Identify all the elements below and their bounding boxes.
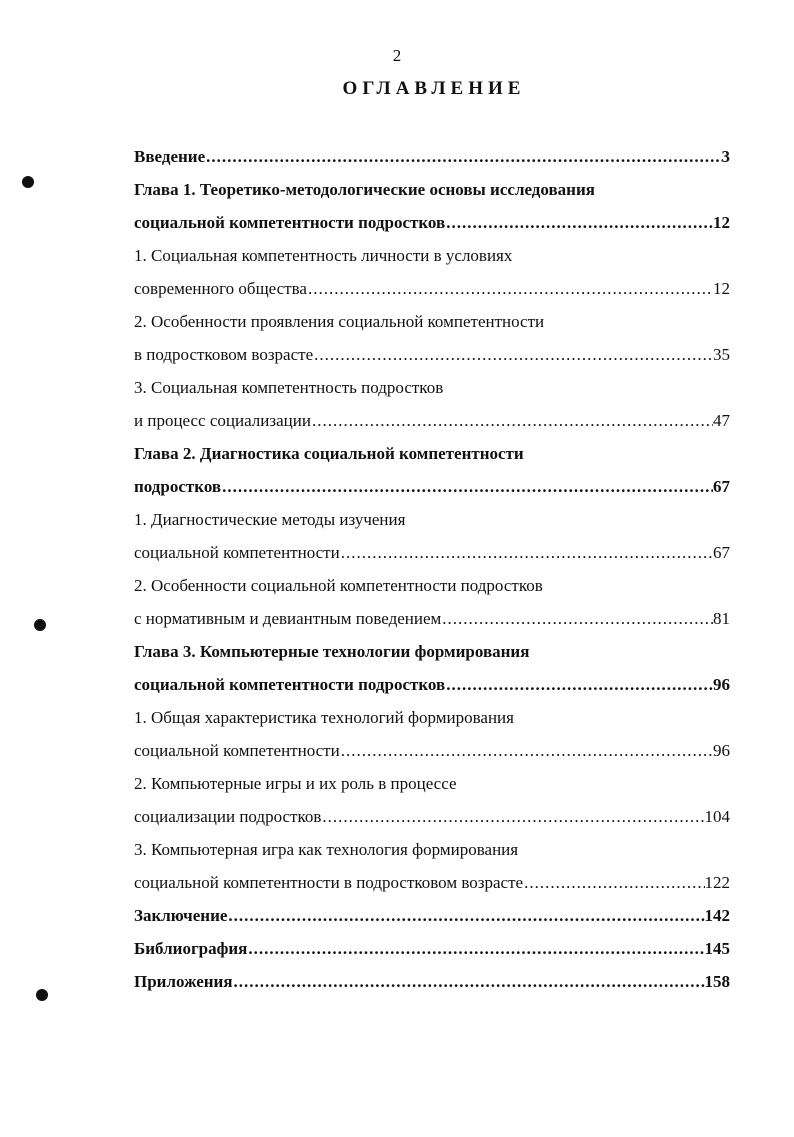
dot-leader [340, 738, 713, 764]
toc-line [134, 408, 730, 441]
toc-entry [134, 375, 730, 441]
dot-leader [441, 606, 713, 632]
dot-leader [311, 408, 713, 434]
binder-hole-mark [22, 176, 34, 188]
toc-line [134, 936, 730, 969]
toc-entry-title: Глава 1. Теоретико-методологические основы исследования [134, 180, 595, 199]
toc-entry [134, 243, 730, 309]
toc-page-number: 47 [713, 411, 730, 430]
toc-line [134, 276, 730, 309]
toc-page-number: 122 [704, 873, 730, 892]
toc-line [134, 342, 730, 375]
toc-line [134, 771, 730, 804]
toc-page-number: 81 [713, 609, 730, 628]
toc-page-number: 96 [713, 675, 730, 694]
dot-leader [445, 672, 713, 698]
toc-line [134, 309, 730, 342]
dot-leader [205, 144, 721, 170]
toc-entry-title: и процесс социализации [134, 411, 311, 430]
toc-entry [134, 936, 730, 969]
toc-entry [134, 144, 730, 177]
toc-entry [134, 309, 730, 375]
toc-page-number: 12 [713, 279, 730, 298]
toc-entry-title: Введение [134, 147, 206, 166]
toc-line [134, 144, 730, 177]
toc-entry-title: Приложения [134, 972, 233, 991]
dot-leader [445, 210, 713, 236]
toc-line [134, 870, 730, 903]
toc-line [134, 540, 730, 573]
toc-entry-title: подростков [134, 477, 222, 496]
toc-line [134, 903, 730, 936]
toc-entry [134, 177, 730, 243]
toc-entry-title: современного общества [134, 279, 307, 298]
dot-leader [313, 342, 713, 368]
toc-entry [134, 639, 730, 705]
toc-entry [134, 507, 730, 573]
toc-entry-title: социальной компетентности в подростковом возрасте [134, 873, 524, 892]
dot-leader [221, 474, 713, 500]
toc-entry-title: 1. Социальная компетентность личности в условиях [134, 246, 513, 265]
toc-line [134, 606, 730, 639]
toc-page-number: 145 [704, 939, 730, 958]
toc-line [134, 804, 730, 837]
toc-entry-title: социальной компетентности [134, 741, 340, 760]
toc-entry-title: 2. Особенности проявления социальной компетентности [134, 312, 545, 331]
page-number: 2 [392, 46, 402, 65]
toc-entry-title: социальной компетентности подростков [134, 675, 446, 694]
toc-page-number: 158 [704, 972, 730, 991]
toc-line [134, 705, 730, 738]
toc-entry-title: в подростковом возрасте [134, 345, 314, 364]
toc-page-number: 104 [704, 807, 730, 826]
toc-page-number: 142 [704, 906, 730, 925]
toc-entry-title: 3. Социальная компетентность подростков [134, 378, 444, 397]
toc-entry-title: Заключение [134, 906, 228, 925]
binder-hole-mark [36, 989, 48, 1001]
toc-entry-title: Глава 2. Диагностика социальной компетентности [134, 444, 524, 463]
toc-line [134, 474, 730, 507]
toc-line [134, 969, 730, 1002]
toc-line [134, 573, 730, 606]
toc-line [134, 243, 730, 276]
toc-entry-title: 1. Общая характеристика технологий формирования [134, 708, 514, 727]
toc-entry-title: социализации подростков [134, 807, 322, 826]
toc-entry-title: 1. Диагностические методы изучения [134, 510, 406, 529]
table-of-contents [134, 144, 730, 1002]
toc-page-number: 67 [713, 543, 730, 562]
dot-leader [247, 936, 704, 962]
toc-line [134, 507, 730, 540]
dot-leader [227, 903, 704, 929]
dot-leader [307, 276, 713, 302]
toc-page-number: 96 [713, 741, 730, 760]
toc-entry [134, 771, 730, 837]
binder-hole-mark [34, 619, 46, 631]
toc-entry [134, 903, 730, 936]
page-title: ОГЛАВЛЕНИЕ [342, 78, 526, 99]
toc-line [134, 738, 730, 771]
toc-page-number: 35 [713, 345, 730, 364]
toc-entry-title: Глава 3. Компьютерные технологии формирования [134, 642, 530, 661]
toc-entry-title: с нормативным и девиантным поведением [134, 609, 442, 628]
dot-leader [321, 804, 704, 830]
toc-entry-title: 2. Особенности социальной компетентности подростков [134, 576, 543, 595]
toc-entry [134, 705, 730, 771]
toc-line [134, 837, 730, 870]
dot-leader [340, 540, 713, 566]
toc-entry [134, 441, 730, 507]
toc-entry-title: социальной компетентности [134, 543, 340, 562]
toc-entry-title: Библиография [134, 939, 248, 958]
toc-page-number: 67 [713, 477, 730, 496]
toc-line [134, 672, 730, 705]
toc-line [134, 177, 730, 210]
toc-entry [134, 837, 730, 903]
toc-line [134, 375, 730, 408]
toc-page-number: 12 [713, 213, 730, 232]
toc-entry [134, 969, 730, 1002]
toc-entry-title: 2. Компьютерные игры и их роль в процессе [134, 774, 457, 793]
toc-page-number: 3 [721, 147, 730, 166]
dot-leader [233, 969, 705, 995]
dot-leader [523, 870, 704, 896]
toc-line [134, 210, 730, 243]
toc-entry-title: 3. Компьютерная игра как технология формирования [134, 840, 519, 859]
toc-entry [134, 573, 730, 639]
toc-line [134, 639, 730, 672]
toc-line [134, 441, 730, 474]
toc-entry-title: социальной компетентности подростков [134, 213, 446, 232]
